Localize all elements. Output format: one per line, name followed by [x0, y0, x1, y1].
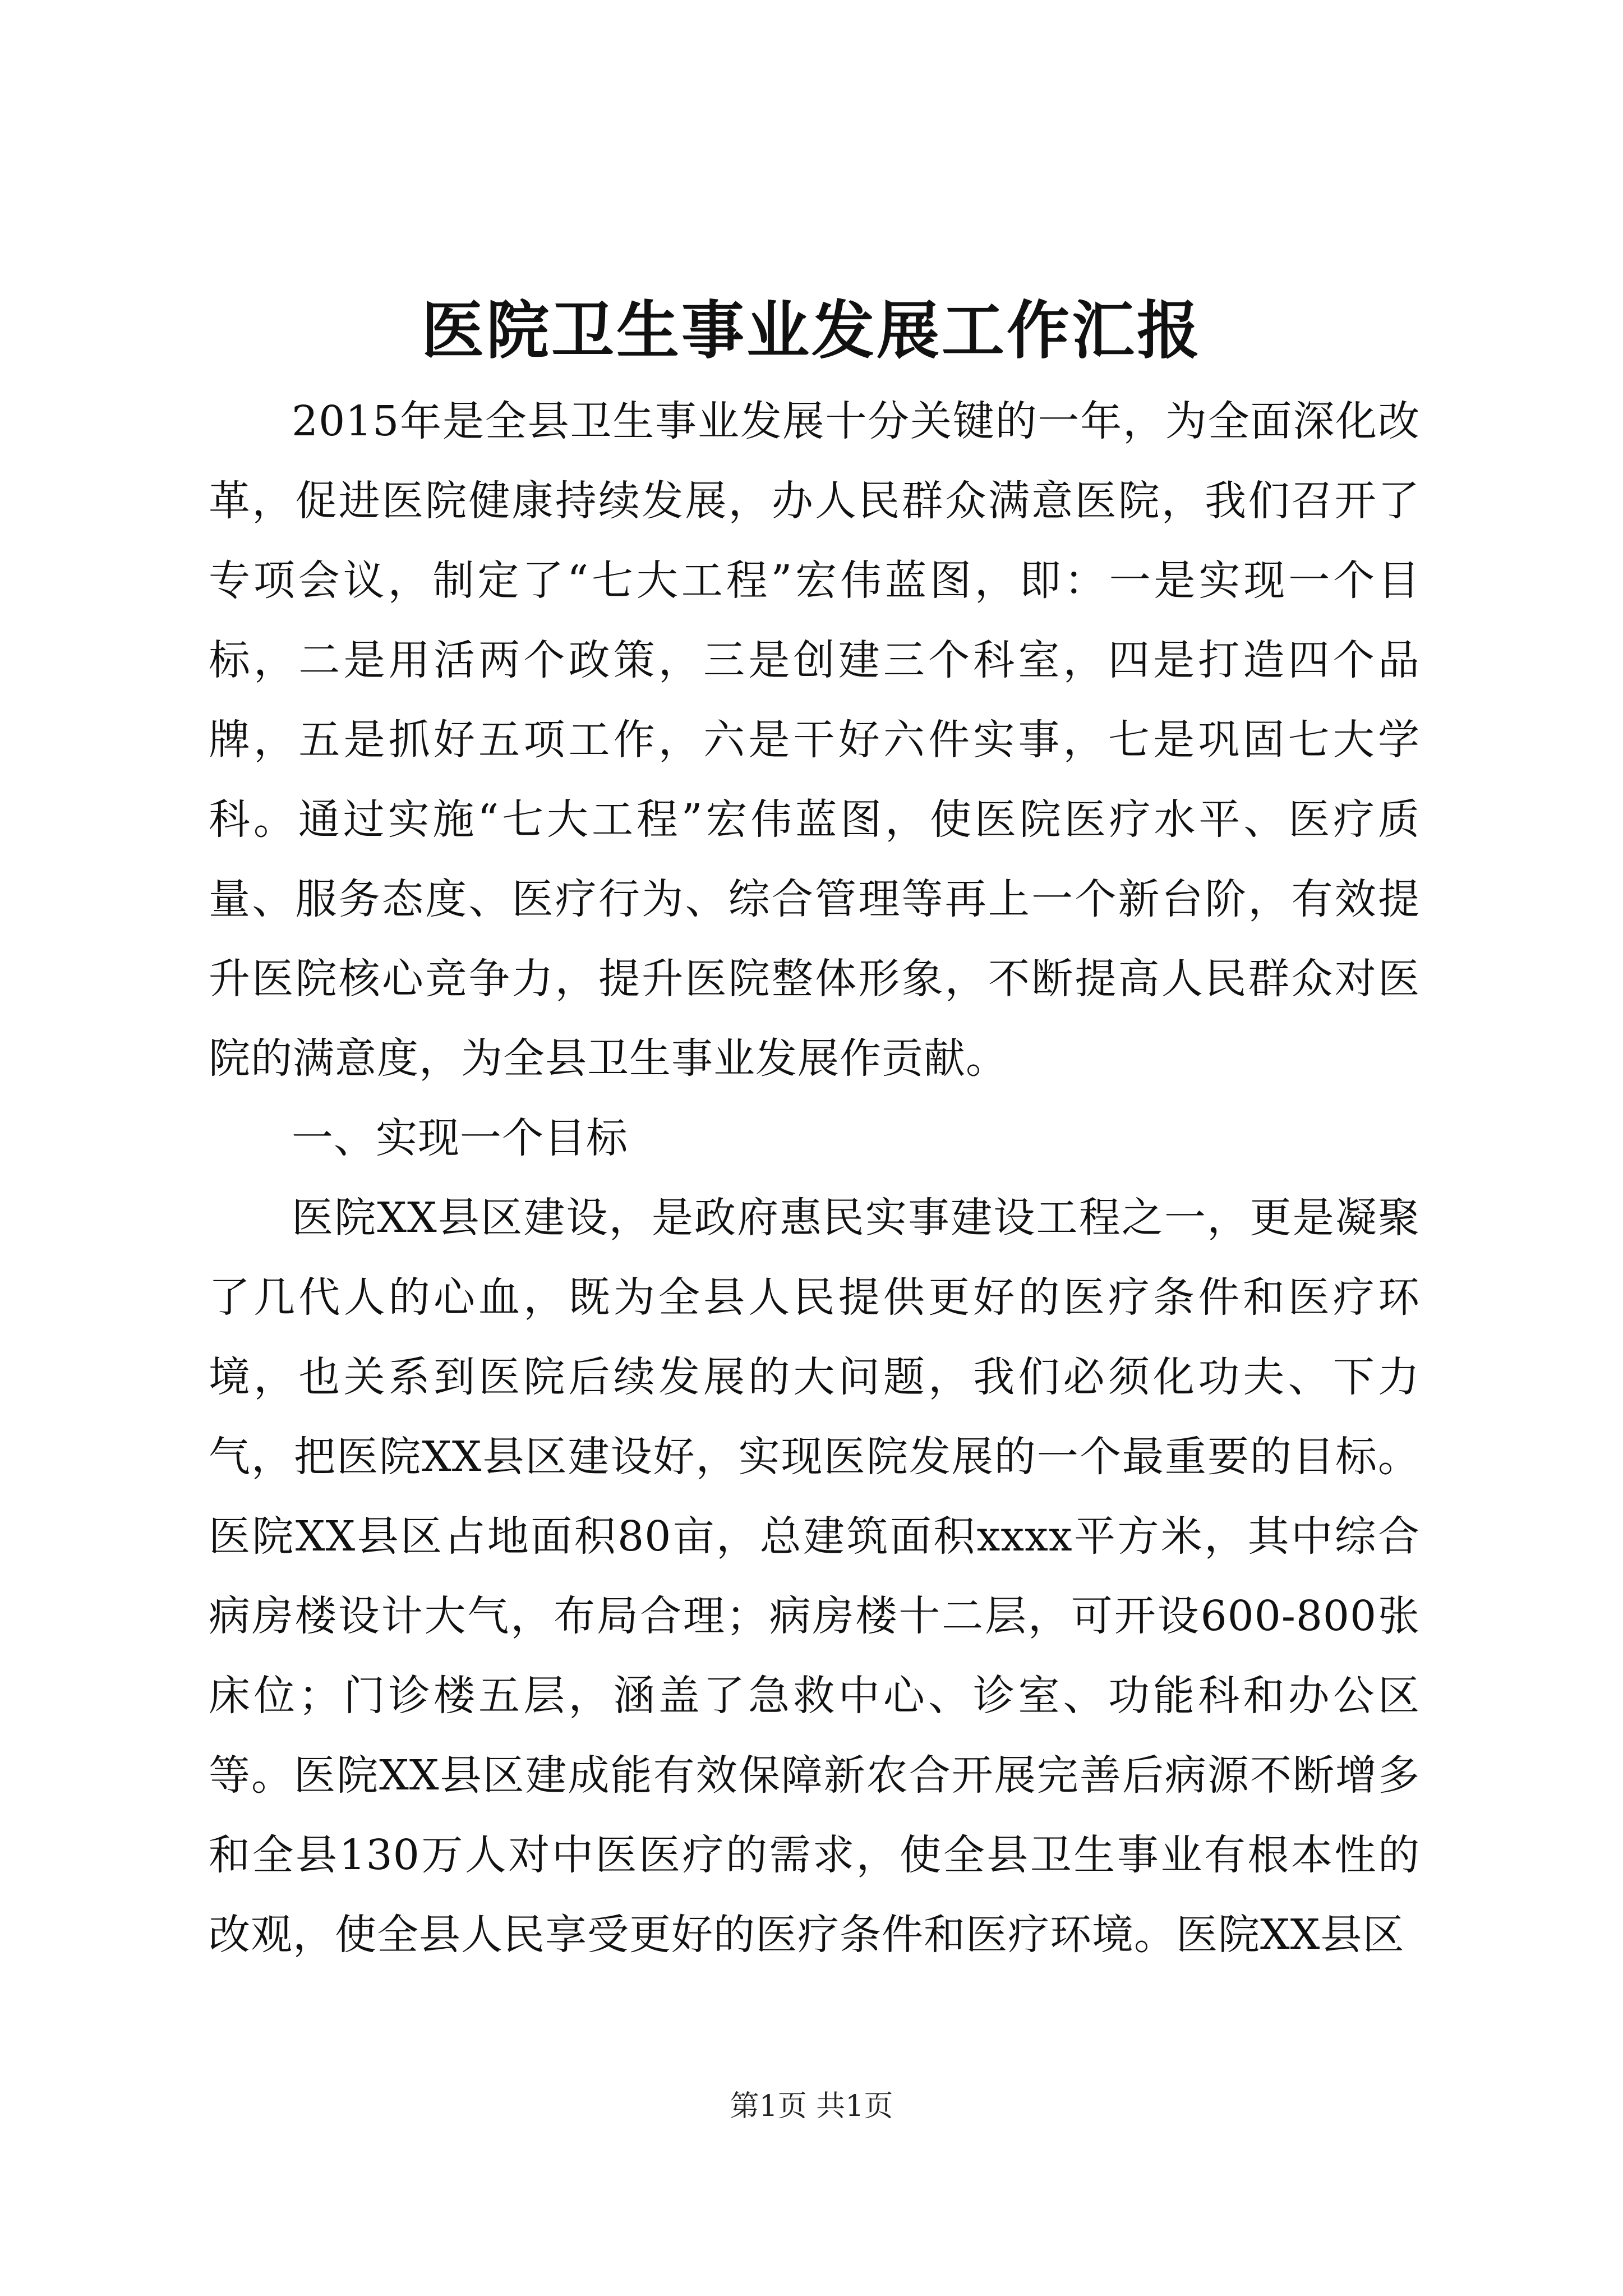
document-body — [209, 381, 1420, 1975]
page-number-footer: 第1页 共1页 — [730, 2090, 893, 2123]
paragraph-intro: 2015年是全县卫生事业发展十分关键的一年，为全面深化改革，促进医院健康持续发展，办人民群众满意医院，我们召开了专项会议，制定了“七大工程”宏伟蓝图，即：一是实现一个目标，二是用活两个政策，三是创建三个科室，四是打造四个品牌，五是抓好五项工作，六是干好六件实事，七是巩固七大学科。通过实施“七大工程”宏伟蓝图，使医院医疗水平、医疗质量、服务态度、医疗行为、综合管理等再上一个新台阶，有效提升医院核心竞争力，提升医院整体形象，不断提高人民群众对医院的满意度，为全县卫生事业发展作贡献。 — [209, 397, 1420, 1083]
paragraph-section-1: 医院XX县区建设，是政府惠民实事建设工程之一，更是凝聚了几代人的心血，既为全县人民提供更好的医疗条件和医疗环境，也关系到医院后续发展的大问题，我们必须化功夫、下力气，把医院XX县区建设好，实现医院发展的一个最重要的目标。医院XX县区占地面积80亩，总建筑面积xxxx平方米，其中综合病房楼设计大气，布局合理；病房楼十二层，可开设600-800张床位；门诊楼五层，涵盖了急救中心、诊室、功能科和办公区等。医院XX县区建成能有效保障新农合开展完善后病源不断增多和全县130万人对中医医疗的需求，使全县卫生事业有根本性的改观，使全县人民享受更好的医疗条件和医疗环境。医院XX县区 — [209, 1194, 1420, 1959]
section-heading-1: 一、实现一个目标 — [292, 1114, 628, 1162]
document-title: 医院卫生事业发展工作汇报 — [421, 294, 1202, 367]
